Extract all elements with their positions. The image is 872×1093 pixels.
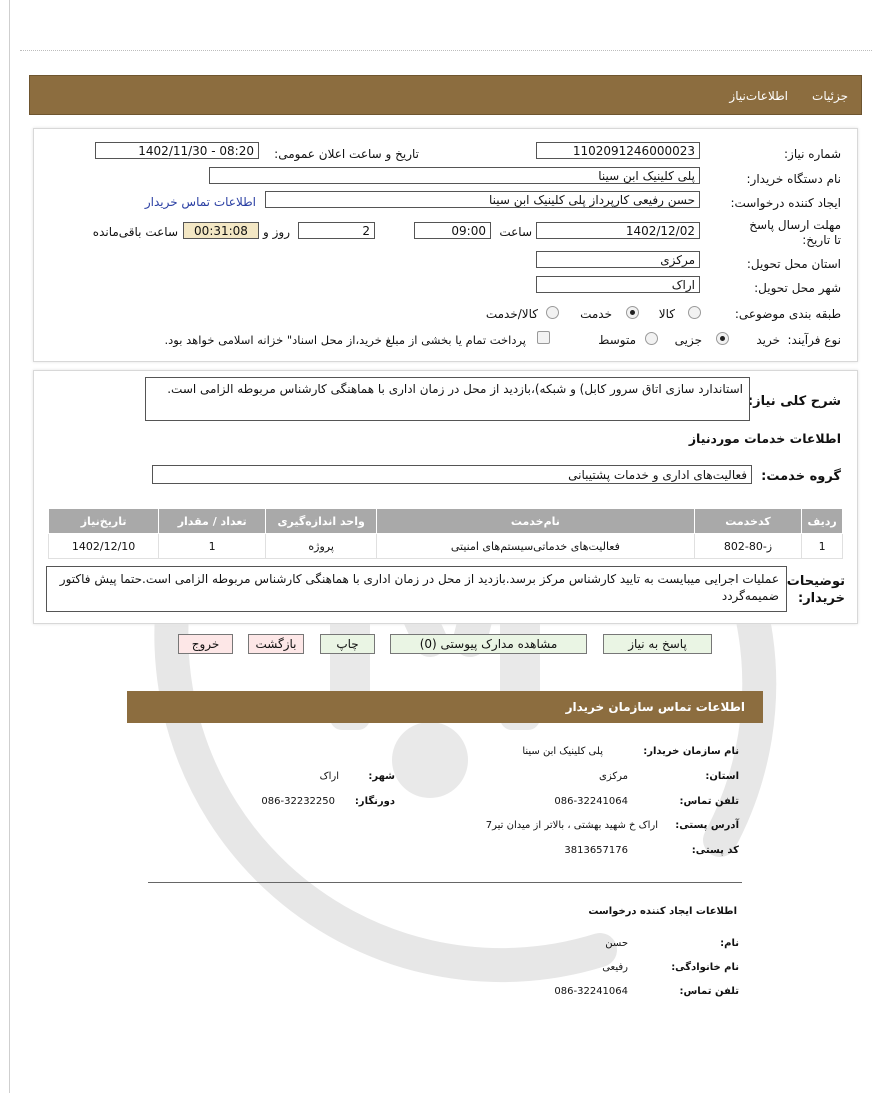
contact-phone-label: تلفن تماس: (679, 796, 739, 807)
creator-name-label: نام: (720, 938, 739, 949)
buyer-contact-title: اطلاعات تماس سازمان خریدار (565, 700, 745, 714)
days-label: روز و (263, 225, 290, 239)
days-field: 2 (298, 222, 375, 239)
org-name-value: پلی کلینیک ابن سینا (522, 746, 603, 757)
description-text: استاندارد سازی اتاق سرور کابل) و شبکه)،بازدید از محل در زمان اداری با هماهنگی کارشناس مربوطه الزامی است. (145, 377, 750, 421)
section-divider (148, 882, 742, 883)
top-divider (20, 50, 872, 51)
contact-city-value: اراک (319, 771, 339, 782)
deadline-label: مهلت ارسال پاسخ تا تاریخ: (749, 218, 841, 247)
process-option-buy: خرید (756, 333, 780, 347)
creator-family-label: نام خانوادگی: (671, 962, 739, 973)
cell-need-date: 1402/12/10 (49, 534, 159, 559)
deadline-date-field: 1402/12/02 (536, 222, 700, 239)
remaining-timer: 00:31:08 (183, 222, 259, 239)
contact-address-label: آدرس پستی: (675, 820, 739, 831)
creator-label: ایجاد کننده درخواست: (730, 196, 841, 210)
city-label: شهر محل تحویل: (754, 281, 841, 295)
need-number-field: 1102091246000023 (536, 142, 700, 159)
remaining-label: ساعت باقی‌مانده (92, 225, 178, 239)
cell-service-name: فعالیت‌های خدماتی‌سیستم‌های امنیتی (377, 534, 695, 559)
treasury-payment-note: پرداخت تمام یا بخشی از مبلغ خرید،از محل اسناد" خزانه اسلامی خواهد بود. (164, 333, 526, 347)
creator-family-value: رفیعی (602, 962, 628, 973)
col-quantity: تعداد / مقدار (159, 509, 266, 534)
category-radio-service[interactable] (626, 306, 639, 319)
treasury-payment-checkbox[interactable] (537, 331, 550, 344)
need-info-panel (33, 128, 858, 362)
need-number-label: شماره نیاز: (784, 147, 841, 161)
process-radio-medium[interactable] (645, 332, 658, 345)
creator-phone-label: تلفن تماس: (679, 986, 739, 997)
buyer-contact-link[interactable]: اطلاعات تماس خریدار (144, 195, 256, 209)
col-row: ردیف (802, 509, 843, 534)
category-option-goods-service: کالا/خدمت (485, 307, 538, 321)
process-radio-minor[interactable] (716, 332, 729, 345)
buyer-org-field: پلی کلینیک ابن سینا (209, 167, 700, 184)
province-label: استان محل تحویل: (746, 257, 841, 271)
reply-button[interactable]: پاسخ به نیاز (603, 634, 712, 654)
category-radio-goods-service[interactable] (546, 306, 559, 319)
category-option-goods: کالا (658, 307, 675, 321)
contact-phone-value: 086-32241064 (554, 796, 628, 807)
contact-postal-label: کد پستی: (691, 845, 739, 856)
back-button[interactable]: بازگشت (248, 634, 304, 654)
print-button[interactable]: چاپ (320, 634, 375, 654)
city-field: اراک (536, 276, 700, 293)
exit-button[interactable]: خروج (178, 634, 233, 654)
tab-need-info[interactable]: اطلاعات‌نیاز (729, 89, 788, 103)
deadline-time-field: 09:00 (414, 222, 491, 239)
contact-postal-value: 3813657176 (564, 845, 628, 856)
process-option-minor: جزیی (674, 333, 702, 347)
cell-unit: پروژه (266, 534, 377, 559)
cell-quantity: 1 (159, 534, 266, 559)
org-name-label: نام سازمان خریدار: (643, 746, 739, 757)
table-row (49, 534, 843, 559)
buyer-contact-header (127, 691, 763, 723)
contact-province-label: استان: (705, 771, 739, 782)
services-title: اطلاعات خدمات مورد‌نیاز (688, 431, 841, 446)
creator-field: حسن رفیعی کارپرداز پلی کلینیک ابن سینا (265, 191, 700, 208)
col-need-date: تاریخ‌نیاز (49, 509, 159, 534)
view-attachments-button[interactable]: مشاهده مدارک پیوستی (0) (390, 634, 587, 654)
process-option-medium: متوسط (598, 333, 636, 347)
contact-fax-value: 086-32232250 (261, 796, 335, 807)
creator-phone-value: 086-32241064 (554, 986, 628, 997)
category-label: طبقه بندی موضوعی: (734, 307, 841, 321)
contact-address-value: اراک خ شهید بهشتی ، بالاتر از میدان تیر7 (485, 820, 658, 831)
service-group-label: گروه خدمت: (761, 469, 841, 484)
col-service-code: کدخدمت (694, 509, 802, 534)
contact-city-label: شهر: (368, 771, 395, 782)
buyer-notes-text: عملیات اجرایی میبایست به تایید کارشناس مرکز برسد.بازدید از محل در زمان اداری با هماهنگی کارشناس مربوطه الزامی است.حتما پیش فاکتور ضمیمه‌گردد (46, 566, 787, 612)
creator-contact-title: اطلاعات ایجاد کننده درخواست (588, 906, 737, 917)
cell-row: 1 (802, 534, 843, 559)
buyer-notes-label: توضیحات خریدار: (786, 574, 845, 606)
creator-name-value: حسن (605, 938, 628, 949)
left-border (9, 0, 10, 1093)
category-option-service: خدمت (580, 307, 612, 321)
details-header (29, 75, 862, 115)
col-unit: واحد اندازه‌گیری (266, 509, 377, 534)
col-service-name: نام‌خدمت (377, 509, 695, 534)
services-table (48, 508, 843, 559)
tab-details[interactable]: جزئیات (812, 89, 848, 103)
announce-label: تاریخ و ساعت اعلان عمومی: (274, 147, 419, 161)
description-label: شرح کلی نیاز: (747, 394, 841, 409)
cell-service-code: ز-80-802 (694, 534, 802, 559)
contact-fax-label: دورنگار: (354, 796, 395, 807)
process-label: نوع فرآیند: (787, 333, 841, 347)
province-field: مرکزی (536, 251, 700, 268)
deadline-time-label: ساعت (499, 225, 532, 239)
announce-field: 1402/11/30 - 08:20 (95, 142, 259, 159)
category-radio-goods[interactable] (688, 306, 701, 319)
service-group-field: فعالیت‌های اداری و خدمات پشتیبانی (152, 465, 752, 484)
contact-province-value: مرکزی (599, 771, 628, 782)
buyer-org-label: نام دستگاه خریدار: (746, 172, 841, 186)
